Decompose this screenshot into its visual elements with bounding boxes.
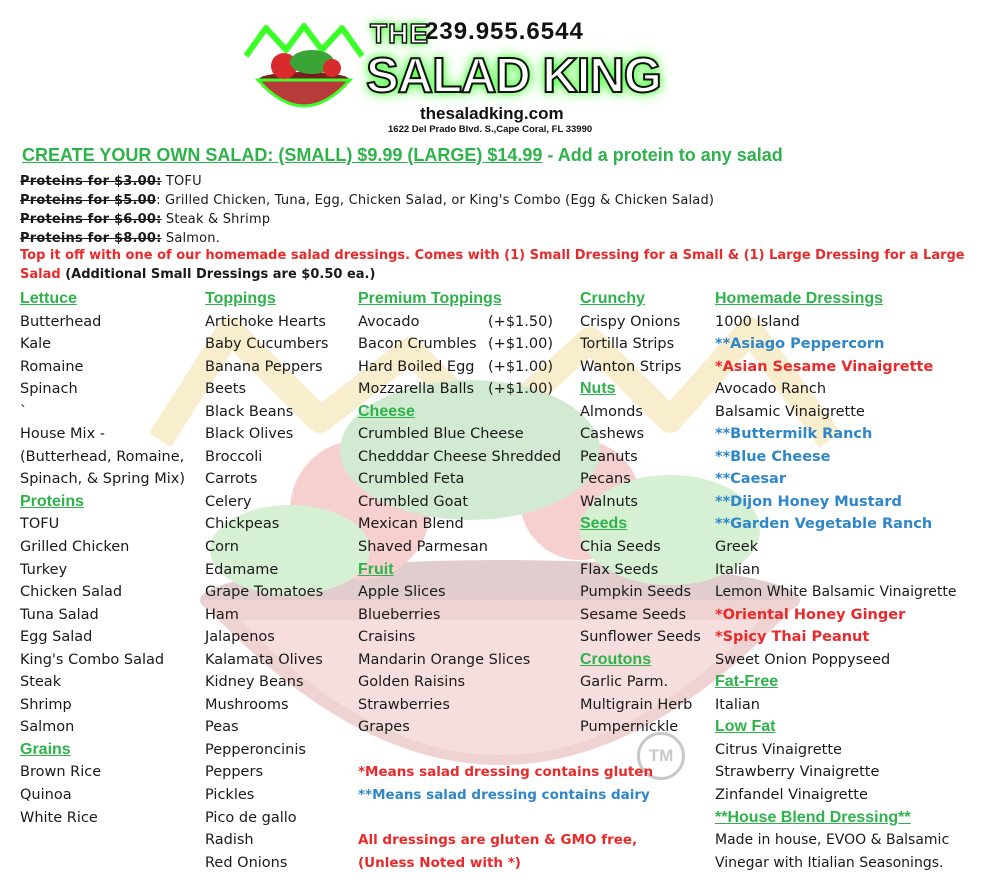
list-item: Almonds <box>580 403 643 420</box>
section-title-grains: Grains <box>20 740 71 758</box>
dressing-item: Avocado Ranch <box>715 381 827 398</box>
section-title-toppings: Toppings <box>205 290 276 307</box>
list-item: Strawberries <box>358 696 450 713</box>
list-item: Ham <box>205 606 239 623</box>
list-item: Grape Tomatoes <box>205 584 324 601</box>
list-item: Pecans <box>580 471 631 488</box>
gmo-note: All dressings are gluten & GMO free, <box>358 832 638 849</box>
list-item: Baby Cucumbers <box>205 336 329 353</box>
list-item: Mushrooms <box>205 696 289 713</box>
list-item: Shrimp <box>20 696 72 713</box>
list-item: Pepperoncinis <box>205 741 306 758</box>
list-item: Banana Peppers <box>205 358 323 375</box>
section-title-nuts: Nuts <box>580 380 616 398</box>
list-item: Sunflower Seeds <box>580 629 701 646</box>
list-item: Garlic Parm. <box>580 674 669 691</box>
brand-the: THE <box>370 18 429 49</box>
dressing-item: **Caesar <box>715 471 786 488</box>
section-title-homemade-dressings: Homemade Dressings <box>715 290 884 307</box>
list-item: Chicken Salad <box>20 584 123 601</box>
list-item: Walnuts <box>580 493 638 510</box>
list-item: Golden Raisins <box>358 674 466 691</box>
list-item: Chia Seeds <box>580 539 661 556</box>
list-item: Cashews <box>580 426 645 443</box>
list-item: Sesame Seeds <box>580 606 687 623</box>
dressing-item: **Buttermilk Ranch <box>715 426 873 443</box>
section-title-crunchy: Crunchy <box>580 290 645 307</box>
column-lettuce-proteins-grains <box>20 288 185 829</box>
list-item: Shaved Parmesan <box>358 539 488 556</box>
list-item: Crumbled Goat <box>358 493 469 510</box>
dressing-item: 1000 Island <box>715 313 800 330</box>
store-address: 1622 Del Prado Blvd. S.,Cape Coral, FL 33990 <box>388 124 593 135</box>
section-title-lettuce: Lettuce <box>20 290 77 307</box>
list-item: Steak <box>20 674 62 691</box>
list-item: Turkey <box>20 561 68 578</box>
list-item: Pico de gallo <box>205 809 297 826</box>
premium-item: Mozzarella Balls (+$1.00) <box>358 381 553 398</box>
list-item: Spinach, & Spring Mix) <box>20 471 185 488</box>
dressing-item: Strawberry Vinaigrette <box>715 764 880 781</box>
list-item: Mandarin Orange Slices <box>358 651 531 668</box>
list-item: Brown Rice <box>20 764 102 781</box>
trademark-icon: TM <box>637 732 685 780</box>
dressing-item: *Asian Sesame Vinaigrette <box>715 358 934 375</box>
dressing-item: Lemon White Balsamic Vinaigrette <box>715 584 957 601</box>
list-item: Tortilla Strips <box>580 336 675 353</box>
list-item: White Rice <box>20 809 98 826</box>
list-item: Chedddar Cheese Shredded <box>358 448 562 465</box>
list-item: ` <box>20 403 28 420</box>
dressing-info: Top it off with one of our homemade salad dressings. Comes with (1) Small Dressing for a Small & (1) Large Dressing for a Large Salad (Additional Small Dressings are $0.50 ea.) <box>20 248 965 282</box>
list-item: TOFU <box>20 516 60 533</box>
dressing-item: Italian <box>715 561 760 578</box>
list-item: Egg Salad <box>20 629 93 646</box>
dressing-item: Italian <box>715 696 760 713</box>
column-dressings <box>715 288 957 874</box>
list-item: House Mix - <box>20 426 106 443</box>
premium-item: Hard Boiled Egg (+$1.00) <box>358 358 553 375</box>
house-blend-desc: Vinegar with Itialian Seasonings. <box>715 854 944 871</box>
protein-price-line: Proteins for $8.00: Salmon. <box>20 231 221 246</box>
column-toppings <box>205 288 328 874</box>
list-item: Peanuts <box>580 448 638 465</box>
page-title <box>22 145 783 166</box>
list-item: Wanton Strips <box>580 358 682 375</box>
salad-king-logo-icon <box>240 22 368 140</box>
list-item: Artichoke Hearts <box>205 313 326 330</box>
list-item: Flax Seeds <box>580 561 659 578</box>
section-title-low-fat: Low Fat <box>715 718 776 736</box>
list-item: Craisins <box>358 629 416 646</box>
dairy-note: **Means salad dressing contains dairy <box>358 787 650 804</box>
list-item: Chickpeas <box>205 516 280 533</box>
list-item: Kale <box>20 336 52 353</box>
list-item: Crumbled Feta <box>358 471 465 488</box>
list-item: Mexican Blend <box>358 516 464 533</box>
title-rest: - Add a protein to any salad <box>542 145 783 165</box>
dressing-item: Citrus Vinaigrette <box>715 741 842 758</box>
list-item: Celery <box>205 493 252 510</box>
list-item: Crumbled Blue Cheese <box>358 426 524 443</box>
list-item: Grilled Chicken <box>20 539 130 556</box>
section-title-seeds: Seeds <box>580 515 628 533</box>
title-main: CREATE YOUR OWN SALAD: (SMALL) $9.99 (LARGE) $14.99 <box>22 145 543 165</box>
section-title-fruit: Fruit <box>358 560 394 578</box>
list-item: Crispy Onions <box>580 313 681 330</box>
list-item: Pumpkin Seeds <box>580 584 692 601</box>
dressing-item: **Dijon Honey Mustard <box>715 493 902 510</box>
website-url: thesaladking.com <box>420 104 564 123</box>
list-item: Radish <box>205 832 254 849</box>
gluten-note: *Means salad dressing contains gluten <box>358 764 654 781</box>
list-item: Edamame <box>205 561 279 578</box>
list-item: Beets <box>205 381 247 398</box>
list-item: Kidney Beans <box>205 674 304 691</box>
dressing-item: **Asiago Peppercorn <box>715 336 885 353</box>
list-item: King's Combo Salad <box>20 651 165 668</box>
list-item: Spinach <box>20 381 78 398</box>
list-item: Peas <box>205 719 239 736</box>
section-title-premium-toppings: Premium Toppings <box>358 290 502 307</box>
section-title-fat-free: Fat-Free <box>715 673 779 691</box>
list-item: Tuna Salad <box>20 606 99 623</box>
section-title-proteins: Proteins <box>20 492 85 510</box>
list-item: Salmon <box>20 719 75 736</box>
list-item: Quinoa <box>20 787 72 804</box>
list-item: Black Beans <box>205 403 294 420</box>
list-item: Pickles <box>205 787 255 804</box>
list-item: Multigrain Herb <box>580 696 693 713</box>
list-item: Kalamata Olives <box>205 651 323 668</box>
dressing-item: Zinfandel Vinaigrette <box>715 787 868 804</box>
dressing-item: **Garden Vegetable Ranch <box>715 516 933 533</box>
house-blend-desc: Made in house, EVOO & Balsamic <box>715 832 950 849</box>
list-item: Blueberries <box>358 606 441 623</box>
dressing-item: Balsamic Vinaigrette <box>715 403 865 420</box>
section-title-cheese: Cheese <box>358 402 415 420</box>
list-item: Grapes <box>358 719 410 736</box>
column-crunchy <box>580 288 701 739</box>
list-item: Broccoli <box>205 448 263 465</box>
list-item: Apple Slices <box>358 584 446 601</box>
list-item: Romaine <box>20 358 84 375</box>
list-item: Butterhead <box>20 313 102 330</box>
dressing-item: *Spicy Thai Peanut <box>715 629 870 646</box>
list-item: Corn <box>205 539 239 556</box>
protein-price-line: Proteins for $6.00: Steak & Shrimp <box>20 212 271 227</box>
list-item: Red Onions <box>205 854 288 871</box>
list-item: (Butterhead, Romaine, <box>20 448 185 465</box>
dressing-item: Greek <box>715 539 759 556</box>
section-title-house-blend: **House Blend Dressing** <box>715 808 911 826</box>
protein-price-line: Proteins for $3.00: TOFU <box>20 174 202 189</box>
premium-item: Bacon Crumbles (+$1.00) <box>358 336 553 353</box>
gmo-note: (Unless Noted with *) <box>358 854 521 871</box>
premium-item: Avocado (+$1.50) <box>358 313 553 330</box>
list-item: Carrots <box>205 471 258 488</box>
dressing-item: Sweet Onion Poppyseed <box>715 651 891 668</box>
section-title-croutons: Croutons <box>580 650 652 668</box>
list-item: Jalapenos <box>205 629 275 646</box>
dressing-item: **Blue Cheese <box>715 448 831 465</box>
header-banner <box>240 8 660 138</box>
list-item: Pumpernickle <box>580 719 679 736</box>
phone-number: 239.955.6544 <box>425 18 584 45</box>
list-item: Peppers <box>205 764 263 781</box>
brand-name: SALAD KING <box>366 49 661 103</box>
dressing-item: *Oriental Honey Ginger <box>715 606 906 623</box>
protein-price-line: Proteins for $5.00: Grilled Chicken, Tuna, Egg, Chicken Salad, or King's Combo (Egg & Chicken Salad) <box>20 193 715 208</box>
list-item: Black Olives <box>205 426 294 443</box>
